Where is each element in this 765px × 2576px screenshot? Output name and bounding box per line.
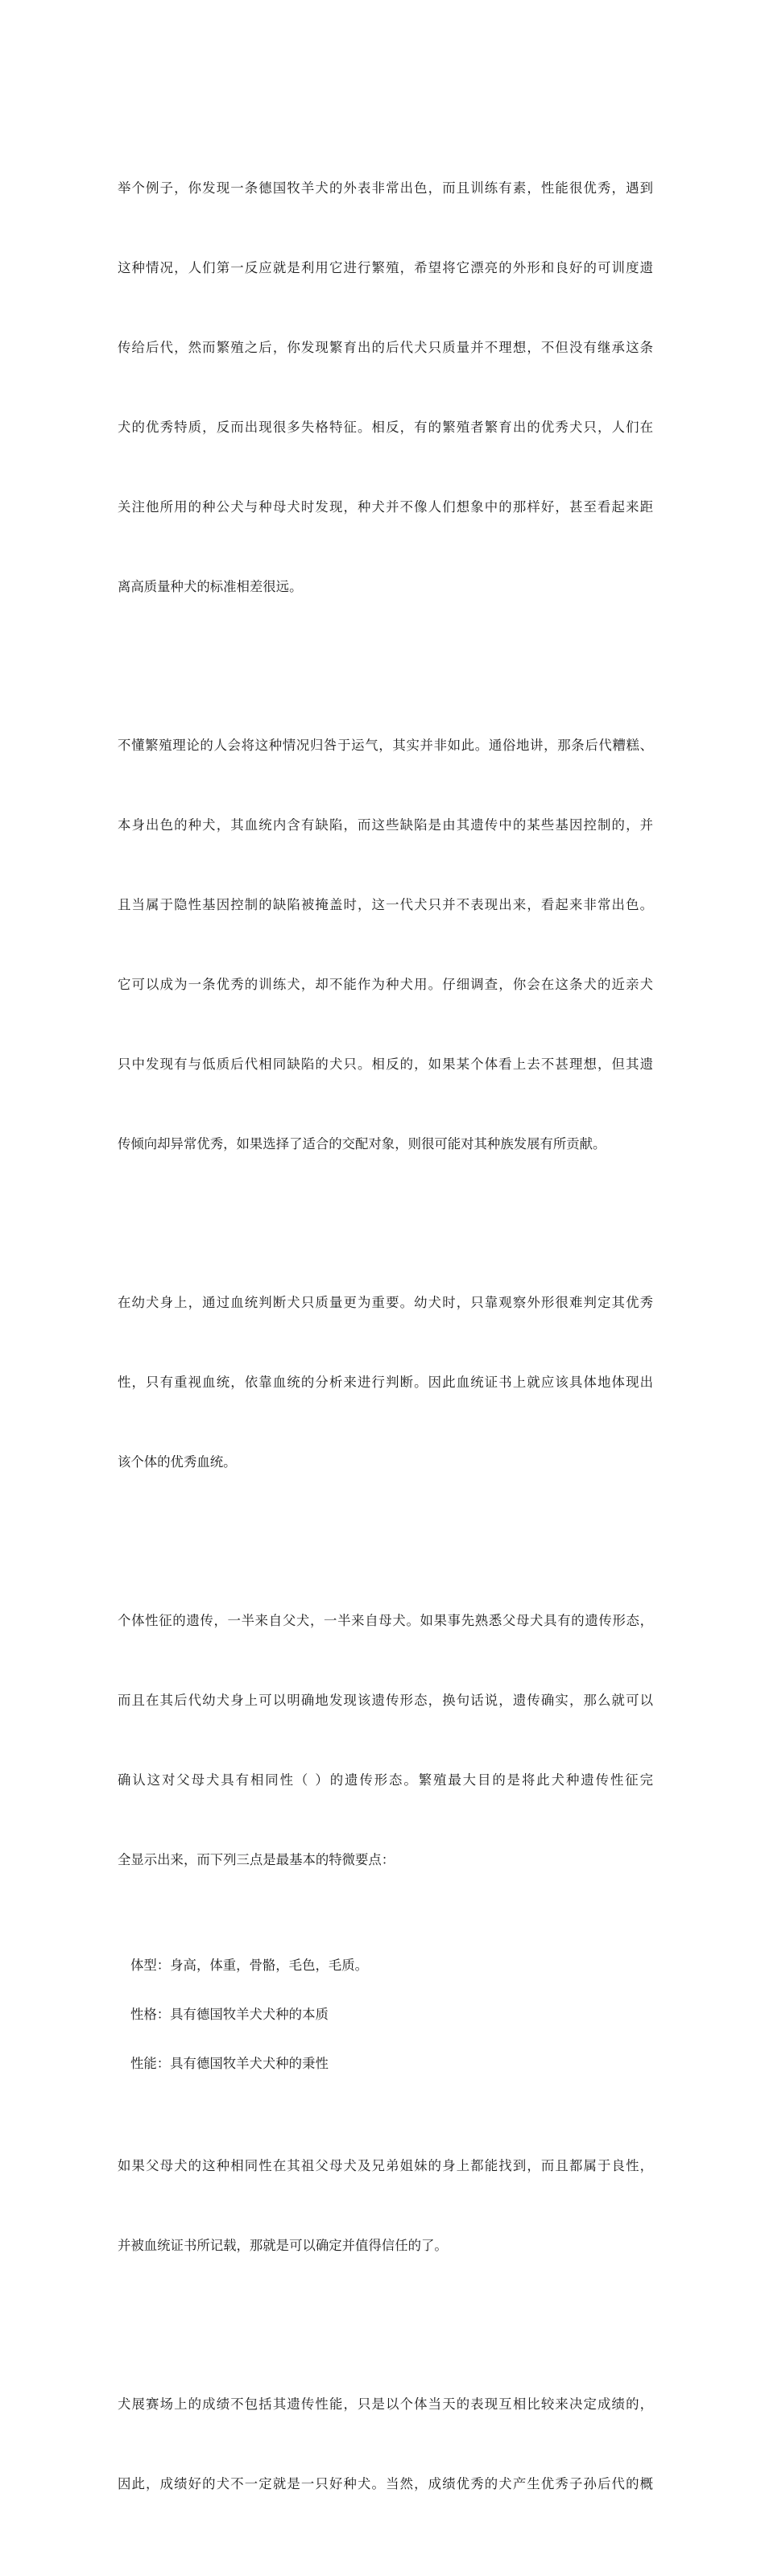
point-performance: 性能：具有德国牧羊犬犬种的秉性: [130, 2056, 329, 2071]
text-line: 如果父母犬的这种相同性在其祖父母犬及兄弟姐妹的身上都能找到，而且都属于良性，: [118, 2158, 653, 2173]
paragraph-6: [118, 2338, 653, 2550]
text-line: 并被血统证书所记载，那就是可以确定并值得信任的了。: [118, 2238, 448, 2253]
text-line: 犬的优秀特质，反而出现很多失格特征。相反，有的繁殖者繁育出的优秀犬只，人们在: [118, 420, 653, 435]
text-line: 离高质量种犬的标准相差很远。: [118, 579, 303, 594]
text-line: 因此，成绩好的犬不一定就是一只好种犬。当然，成绩优秀的犬产生优秀子孙后代的概: [118, 2476, 653, 2491]
text-line: 全显示出来，而下列三点是最基本的特微要点：: [118, 1852, 395, 1867]
paragraph-3: [118, 1236, 653, 1528]
text-line: 传给后代，然而繁殖之后，你发现繁育出的后代犬只质量并不理想，不但没有继承这条: [118, 340, 653, 355]
document-body: [118, 122, 653, 2576]
text-line: 性，只有重视血统，依靠血统的分析来进行判断。因此血统证书上就应该具体地体现出: [118, 1375, 653, 1390]
text-line: 本身出色的种犬，其血统内含有缺陷，而这些缺陷是由其遗传中的某些基因控制的，并: [118, 817, 653, 833]
text-line: 传倾向却异常优秀，如果选择了适合的交配对象，则很可能对其种族发展有所贡献。: [118, 1136, 606, 1152]
paragraph-1: [118, 122, 653, 653]
text-line: 确认这对父母犬具有相同性（ ）的遗传形态。繁殖最大目的是将此犬种遗传性征完: [118, 1772, 653, 1788]
text-line: 它可以成为一条优秀的训练犬，却不能作为种犬用。仔细调查，你会在这条犬的近亲犬: [118, 977, 653, 992]
text-line: 只中发现有与低质后代相同缺陷的犬只。相反的，如果某个体看上去不甚理想，但其遗: [118, 1056, 653, 1072]
text-line: 在幼犬身上，通过血统判断犬只质量更为重要。幼犬时，只靠观察外形很难判定其优秀: [118, 1295, 653, 1310]
text-line: 而且在其后代幼犬身上可以明确地发现该遗传形态，换句话说，遗传确实，那么就可以: [118, 1693, 653, 1708]
text-line: 这种情况，人们第一反应就是利用它进行繁殖，希望将它漂亮的外形和良好的可训度遗: [118, 260, 653, 275]
paragraph-5: [118, 2099, 653, 2312]
point-body-type: 体型：身高，体重，骨骼，毛色，毛质。: [130, 1958, 369, 1973]
paragraph-4: [118, 1554, 653, 1926]
text-line: 个体性征的遗传，一半来自父犬，一半来自母犬。如果事先熟悉父母犬具有的遗传形态，: [118, 1613, 653, 1628]
text-line: 举个例子，你发现一条德国牧羊犬的外表非常出色，而且训练有素，性能很优秀，遇到: [118, 180, 653, 196]
text-line: 该个体的优秀血统。: [118, 1454, 237, 1470]
point-temperament: 性格：具有德国牧羊犬犬种的本质: [130, 2007, 329, 2022]
text-line: 不懂繁殖理论的人会将这种情况归咎于运气，其实并非如此。通俗地讲，那条后代糟糕、: [118, 738, 653, 753]
paragraph-2: [118, 679, 653, 1210]
text-line: 关注他所用的种公犬与种母犬时发现，种犬并不像人们想象中的那样好，甚至看起来距: [118, 499, 653, 515]
text-line: 且当属于隐性基因控制的缺陷被掩盖时，这一代犬只并不表现出来，看起来非常出色。: [118, 897, 653, 912]
text-line: 犬展赛场上的成绩不包括其遗传性能，只是以个体当天的表现互相比较来决定成绩的，: [118, 2396, 653, 2412]
